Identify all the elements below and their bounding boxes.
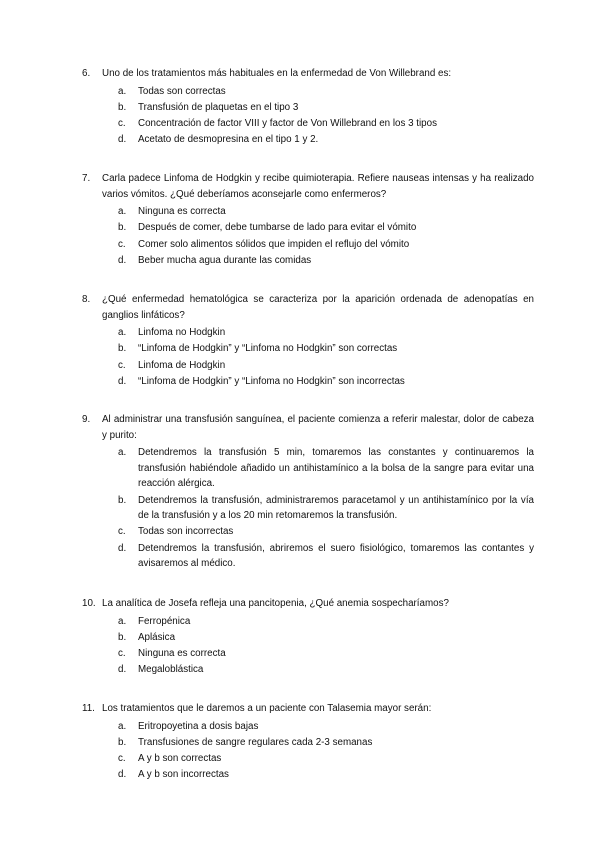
option-d (118, 662, 534, 678)
question-number: 8. (82, 294, 91, 305)
option-text: Transfusión de plaquetas en el tipo 3 (138, 101, 299, 113)
option-letter: d. (118, 769, 127, 781)
option-a (118, 84, 534, 100)
option-text: Eritropoyetina a dosis bajas (138, 720, 259, 732)
option-d (118, 767, 534, 783)
option-text: Después de comer, debe tumbarse de lado para evitar el vómito (138, 222, 417, 234)
option-letter: c. (118, 752, 126, 764)
option-text: A y b son incorrectas (138, 769, 229, 781)
option-b (118, 630, 534, 646)
option-a (118, 325, 534, 341)
option-letter: d. (118, 254, 127, 266)
option-text: Transfusiones de sangre regulares cada 2-3 semanas (138, 736, 373, 748)
option-text: “Linfoma de Hodgkin” y “Linfoma no Hodgkin” son incorrectas (138, 375, 405, 387)
option-c (118, 646, 534, 662)
question-9 (82, 412, 534, 572)
option-letter: d. (118, 542, 127, 554)
option-text: Linfoma no Hodgkin (138, 327, 226, 339)
options-list (118, 445, 534, 572)
question-text: Los tratamientos que le daremos a un paciente con Talasemia mayor serán: (102, 703, 432, 714)
option-letter: d. (118, 134, 127, 146)
question-text: La analítica de Josefa refleja una pancitopenia, ¿Qué anemia sospecharíamos? (102, 598, 449, 609)
option-text: Ferropénica (138, 615, 191, 627)
option-b (118, 220, 534, 236)
option-b (118, 100, 534, 116)
option-text: Linfoma de Hodgkin (138, 359, 226, 371)
question-text: ¿Qué enfermedad hematológica se caracteriza por la aparición ordenada de adenopatías en ganglios linfáticos? (102, 294, 534, 321)
question-number: 6. (82, 68, 91, 79)
question-text: Al administrar una transfusión sanguínea, el paciente comienza a referir malestar, dolor de cabeza y purito: (102, 414, 534, 441)
question-10 (82, 596, 534, 678)
question-text: Uno de los tratamientos más habituales en la enfermedad de Von Willebrand es: (102, 68, 452, 79)
option-letter: a. (118, 327, 127, 339)
question-number: 9. (82, 414, 91, 425)
option-c (118, 237, 534, 253)
option-letter: b. (118, 494, 127, 506)
option-letter: a. (118, 206, 127, 218)
option-letter: a. (118, 447, 127, 459)
option-letter: c. (118, 238, 126, 250)
question-number: 10. (82, 598, 96, 609)
option-letter: d. (118, 375, 127, 387)
options-list (118, 84, 534, 148)
option-b (118, 341, 534, 357)
option-d (118, 374, 534, 390)
option-text: Todas son correctas (138, 85, 226, 97)
option-c (118, 751, 534, 767)
option-text: Beber mucha agua durante las comidas (138, 254, 312, 266)
question-8 (82, 292, 534, 390)
option-d (118, 132, 534, 148)
option-text: Comer solo alimentos sólidos que impiden el reflujo del vómito (138, 238, 410, 250)
option-letter: a. (118, 720, 127, 732)
question-text: Carla padece Linfoma de Hodgkin y recibe quimioterapia. Refiere nauseas intensas y ha realizado varios vómitos. ¿Qué deberíamos aconsejarle como enfermeros? (102, 173, 534, 200)
question-6 (82, 66, 534, 148)
option-letter: a. (118, 85, 127, 97)
option-a (118, 719, 534, 735)
option-a (118, 445, 534, 492)
option-d (118, 253, 534, 269)
option-letter: c. (118, 359, 126, 371)
options-list (118, 204, 534, 268)
question-number: 7. (82, 173, 91, 184)
option-d (118, 541, 534, 572)
option-text: A y b son correctas (138, 752, 222, 764)
option-a (118, 614, 534, 630)
options-list (118, 719, 534, 783)
option-letter: b. (118, 631, 127, 643)
option-text: Todas son incorrectas (138, 526, 234, 538)
option-letter: b. (118, 101, 127, 113)
option-text: Ninguna es correcta (138, 206, 226, 218)
option-a (118, 204, 534, 220)
option-b (118, 735, 534, 751)
option-c (118, 116, 534, 132)
option-letter: c. (118, 647, 126, 659)
option-text: Detendremos la transfusión, abriremos el suero fisiológico, tomaremos las contantes y avisaremos al médico. (138, 542, 534, 570)
option-letter: b. (118, 222, 127, 234)
option-b (118, 493, 534, 524)
option-c (118, 358, 534, 374)
option-text: Detendremos la transfusión, administraremos paracetamol y un antihistamínico por la vía de la transfusión y a los 20 min retomaremos la transfusión. (138, 494, 534, 522)
question-11 (82, 701, 534, 783)
option-text: Megaloblástica (138, 664, 204, 676)
options-list (118, 325, 534, 389)
option-text: Ninguna es correcta (138, 647, 226, 659)
option-letter: c. (118, 526, 126, 538)
option-text: Aplásica (138, 631, 176, 643)
option-letter: b. (118, 736, 127, 748)
question-7 (82, 171, 534, 269)
options-list (118, 614, 534, 678)
option-letter: a. (118, 615, 127, 627)
option-c (118, 524, 534, 540)
option-text: Detendremos la transfusión 5 min, tomaremos las constantes y continuaremos la transfusión habiéndole añadido un antihistamínico a la bolsa de la sangre para evitar una reacción alérgica. (138, 447, 534, 490)
option-text: “Linfoma de Hodgkin” y “Linfoma no Hodgkin” son correctas (138, 343, 398, 355)
option-text: Acetato de desmopresina en el tipo 1 y 2. (138, 134, 319, 146)
option-letter: c. (118, 117, 126, 129)
option-letter: d. (118, 664, 127, 676)
question-number: 11. (82, 703, 95, 714)
option-text: Concentración de factor VIII y factor de Von Willebrand en los 3 tipos (138, 117, 437, 129)
option-letter: b. (118, 343, 127, 355)
